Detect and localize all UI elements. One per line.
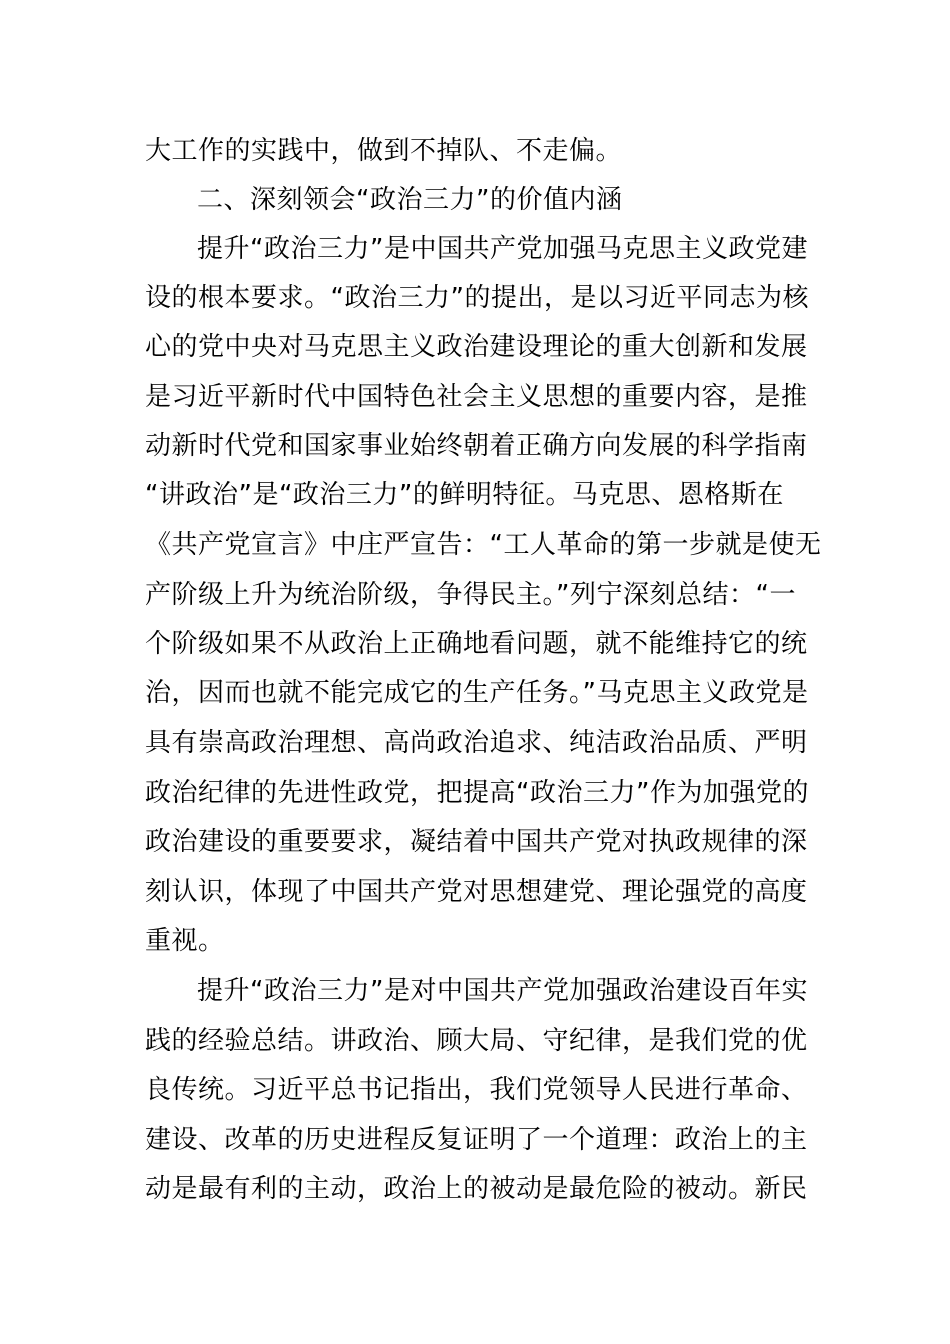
text-line: 政治纪律的先进性政党，把提高“政治三力”作为加强党的 xyxy=(145,778,809,808)
text-line: 产阶级上升为统治阶级，争得民主。”列宁深刻总结：“一 xyxy=(145,580,796,610)
text-line: 践的经验总结。讲政治、顾大局、守纪律，是我们党的优 xyxy=(145,1026,808,1056)
text-line: 重视。 xyxy=(145,926,225,956)
text-line: 心的党中央对马克思主义政治建设理论的重大创新和发展 xyxy=(145,332,808,362)
text-line: 刻认识，体现了中国共产党对思想建党、理论强党的高度 xyxy=(145,877,808,907)
text-line: 治，因而也就不能完成它的生产任务。”马克思主义政党是 xyxy=(145,678,809,708)
text-line: 具有崇高政治理想、高尚政治追求、纯洁政治品质、严明 xyxy=(145,728,808,758)
text-line: “讲政治”是“政治三力”的鲜明特征。马克思、恩格斯在 xyxy=(145,480,784,510)
text-line: 是习近平新时代中国特色社会主义思想的重要内容，是推 xyxy=(145,382,808,412)
paragraph-start: 提升“政治三力”是中国共产党加强马克思主义政党建 xyxy=(197,234,808,264)
text-line: 个阶级如果不从政治上正确地看问题，就不能维持它的统 xyxy=(145,629,808,659)
text-line: 《共产党宣言》中庄严宣告：“工人革命的第一步就是使无 xyxy=(145,530,822,560)
text-line: 动新时代党和国家事业始终朝着正确方向发展的科学指南 xyxy=(145,431,808,461)
paragraph-start: 提升“政治三力”是对中国共产党加强政治建设百年实 xyxy=(197,976,808,1006)
text-line: 大工作的实践中，做到不掉队、不走偏。 xyxy=(145,136,623,166)
section-heading: 二、深刻领会“政治三力”的价值内涵 xyxy=(197,185,623,215)
text-line: 政治建设的重要要求，凝结着中国共产党对执政规律的深 xyxy=(145,827,808,857)
text-line: 动是最有利的主动，政治上的被动是最危险的被动。新民 xyxy=(145,1174,808,1204)
text-line: 设的根本要求。“政治三力”的提出，是以习近平同志为核 xyxy=(145,283,809,313)
text-line: 建设、改革的历史进程反复证明了一个道理：政治上的主 xyxy=(145,1125,808,1155)
text-line: 良传统。习近平总书记指出，我们党领导人民进行革命、 xyxy=(145,1075,808,1105)
